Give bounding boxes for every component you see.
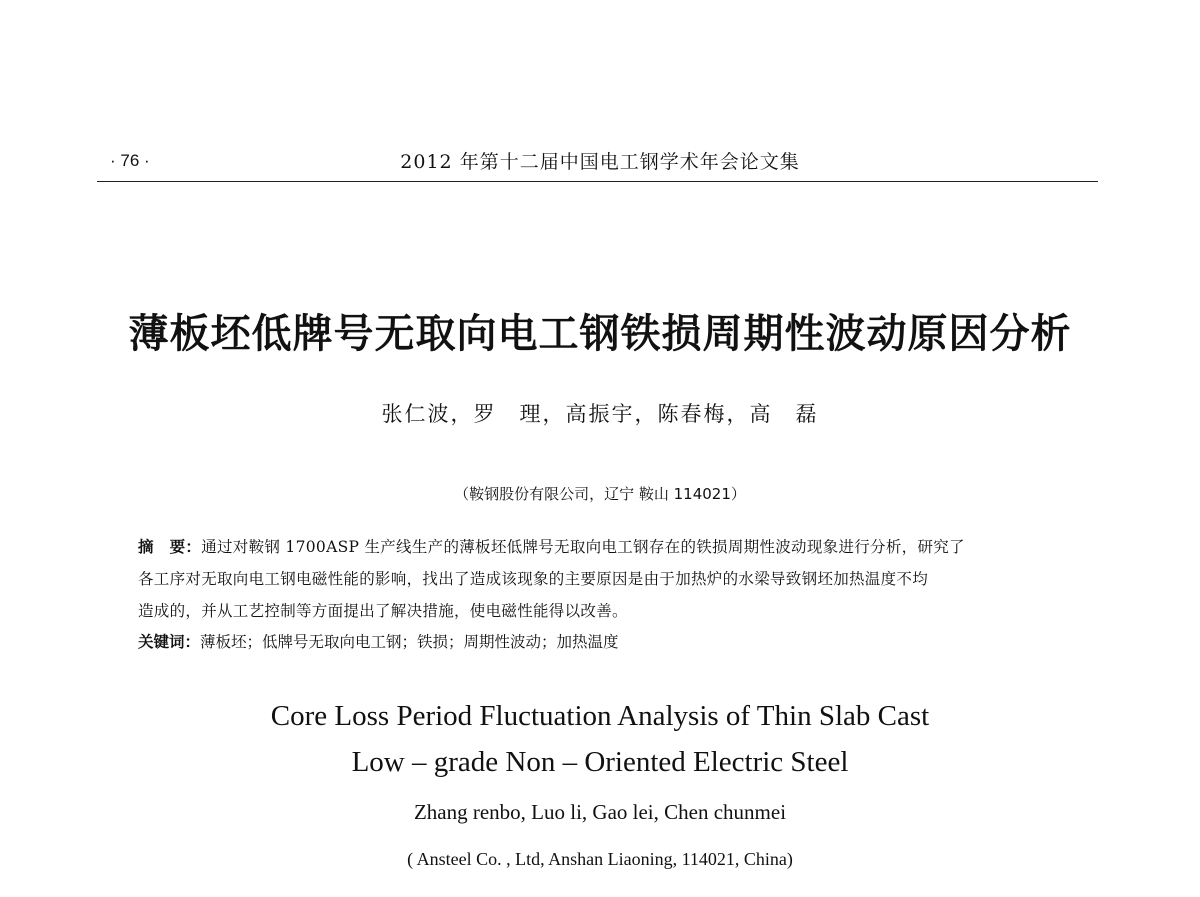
keywords-text: 薄板坯；低牌号无取向电工钢；铁损；周期性波动；加热温度 [200, 633, 619, 651]
affiliation-chinese: （鞍钢股份有限公司，辽宁 鞍山 114021） [454, 485, 746, 503]
abstract-line: 各工序对无取向电工钢电磁性能的影响，找出了造成该现象的主要原因是由于加热炉的水梁导致钢坯加热温度不均 [138, 570, 929, 588]
header-rule [97, 181, 1098, 182]
abstract-text: 通过对鞍钢 1700ASP 生产线生产的薄板坯低牌号无取向电工钢存在的铁损周期性波动现象进行分析，研究了 [201, 538, 965, 556]
author-list-chinese: 张仁波，罗 理，高振宇，陈春梅，高 磊 [381, 402, 819, 426]
running-header-title: 2012 年第十二届中国电工钢学术年会论文集 [400, 151, 800, 173]
paper-title-english-line: Low – grade Non – Oriented Electric Steel [351, 746, 849, 778]
paper-title-english [0, 693, 1200, 785]
abstract-line [138, 531, 1058, 563]
abstract-section [138, 531, 1058, 627]
author-list-english: Zhang renbo, Luo li, Gao lei, Chen chunmei [413, 800, 787, 824]
affiliation-english: ( Ansteel Co. , Ltd, Anshan Liaoning, 114021, China) [407, 849, 793, 869]
keywords-label: 关键词： [138, 633, 201, 651]
page-number: · 76 · [110, 151, 150, 170]
abstract-label: 摘 要： [138, 538, 202, 556]
keywords-section [138, 627, 1058, 657]
paper-title-english-line: Core Loss Period Fluctuation Analysis of Thin Slab Cast [270, 700, 930, 732]
abstract-line: 造成的，并从工艺控制等方面提出了解决措施，使电磁性能得以改善。 [138, 602, 628, 620]
paper-title-chinese: 薄板坯低牌号无取向电工钢铁损周期性波动原因分析 [128, 311, 1072, 357]
